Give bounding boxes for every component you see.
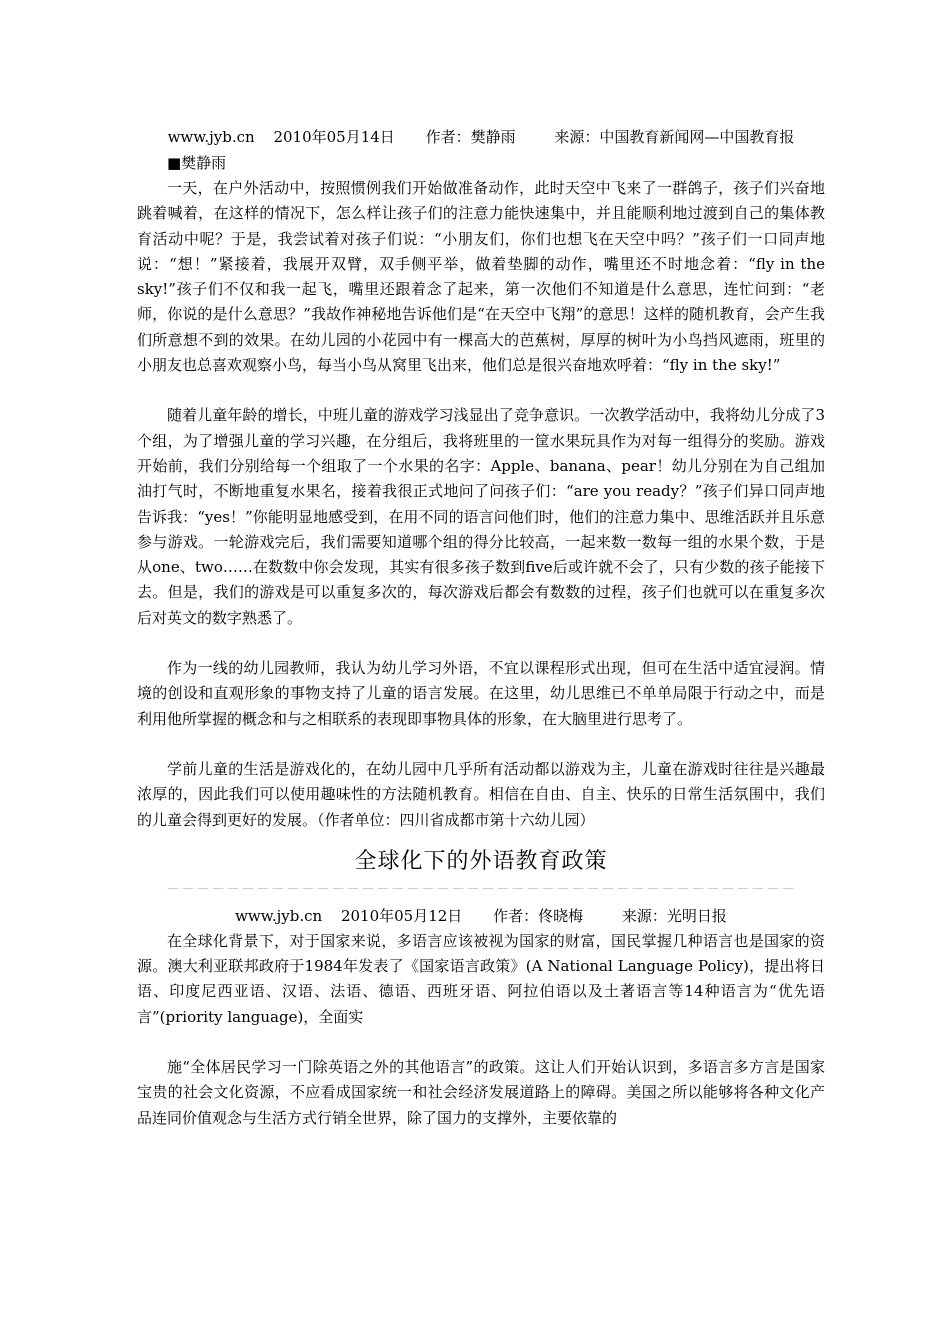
site-url: www.jyb.cn bbox=[235, 906, 323, 925]
author-label: 作者：佟晓梅 bbox=[493, 906, 584, 925]
publish-date: 2010年05月14日 bbox=[273, 128, 395, 146]
document-body bbox=[137, 124, 825, 1131]
paragraph: 作为一线的幼儿园教师，我认为幼儿学习外语，不宜以课程形式出现，但可在生活中适宜浸润。情境的创设和直观形象的事物支持了儿童的语言发展。在这里，幼儿思维已不单单局限于行动之中，而是利用他所掌握的概念和与之相联系的表现即事物具体的形象，在大脑里进行思考了。 bbox=[137, 659, 825, 728]
byline: ■樊静雨 bbox=[167, 154, 227, 172]
publish-date: 2010年05月12日 bbox=[340, 906, 463, 925]
site-url: www.jyb.cn bbox=[167, 128, 255, 146]
article-meta-line bbox=[137, 903, 825, 929]
article-meta-line bbox=[137, 124, 825, 150]
source-label: 来源：光明日报 bbox=[621, 906, 727, 925]
paragraph: 一天，在户外活动中，按照惯例我们开始做准备动作，此时天空中飞来了一群鸽子，孩子们兴奋地跳着喊着，在这样的情况下，怎么样让孩子们的注意力能快速集中，并且能顺利地过渡到自己的集体教育活动中呢？于是，我尝试着对孩子们说：“小朋友们，你们也想飞在天空中吗？”孩子们一口同声地说：“想！”紧接着，我展开双臂，双手侧平举，做着垫脚的动作，嘴里还不时地念着：“fly in the sky!”孩子们不仅和我一起飞，嘴里还跟着念了起来，第一次他们不知道是什么意思，连忙问到：“老师，你说的是什么意思？”我故作神秘地告诉他们是“在天空中飞翔”的意思！这样的随机教育，会产生我们所意想不到的效果。在幼儿园的小花园中有一棵高大的芭蕉树，厚厚的树叶为小鸟挡风遮雨，班里的小朋友也总喜欢观察小鸟，每当小鸟从窝里飞出来，他们总是很兴奋地欢呼着：“fly in the sky!” bbox=[137, 179, 825, 375]
author-label: 作者：樊静雨 bbox=[425, 128, 516, 146]
paragraph: 施“全体居民学习一门除英语之外的其他语言”的政策。这让人们开始认识到，多语言多方言是国家宝贵的社会文化资源，不应看成国家统一和社会经济发展道路上的障碍。美国之所以能够将各种文化产品连同价值观念与生活方式行销全世界，除了国力的支撑外，主要依靠的 bbox=[137, 1058, 825, 1127]
source-label: 来源：中国教育新闻网—中国教育报 bbox=[554, 128, 795, 146]
title-divider: －－－－－－－－－－－－－－－－－－－－－－－－－－－－－－－－－－－－－－－－－－ bbox=[166, 881, 796, 898]
paragraph: 在全球化背景下，对于国家来说，多语言应该被视为国家的财富，国民掌握几种语言也是国家的资源。澳大利亚联邦政府于1984年发表了《国家语言政策》(A National Language Policy)，提出将日语、印度尼西亚语、汉语、法语、德语、西班牙语、阿拉伯语以及土著语言等14种语言为“优先语言”(priority language)，全面实 bbox=[137, 931, 825, 1026]
paragraph: 学前儿童的生活是游戏化的，在幼儿园中几乎所有活动都以游戏为主，儿童在游戏时往往是兴趣最浓厚的，因此我们可以使用趣味性的方法随机教育。相信在自由、自主、快乐的日常生活氛围中，我们的儿童会得到更好的发展。（作者单位：四川省成都市第十六幼儿园） bbox=[137, 759, 825, 829]
article-title: 全球化下的外语教育政策 bbox=[354, 848, 608, 874]
paragraph: 随着儿童年龄的增长，中班儿童的游戏学习浅显出了竞争意识。一次教学活动中，我将幼儿分成了3个组，为了增强儿童的学习兴趣，在分组后，我将班里的一筐水果玩具作为对每一组得分的奖励。游戏开始前，我们分别给每一个组取了一个水果的名字：Apple、banana、pear！幼儿分别在为自己组加油打气时，不断地重复水果名，接着我很正式地问了问孩子们：“are you ready？”孩子们异口同声地告诉我：“yes！”你能明显地感受到，在用不同的语言问他们时，他们的注意力集中、思维活跃并且乐意参与游戏。一轮游戏完后，我们需要知道哪个组的得分比较高，一起来数一数每一组的水果个数，于是从one、two……在数数中你会发现，其实有很多孩子数到five后或许就不会了，只有少数的孩子能接下去。但是，我们的游戏是可以重复多次的，每次游戏后都会有数数的过程，孩子们也就可以在重复多次后对英文的数字熟悉了。 bbox=[137, 406, 825, 627]
